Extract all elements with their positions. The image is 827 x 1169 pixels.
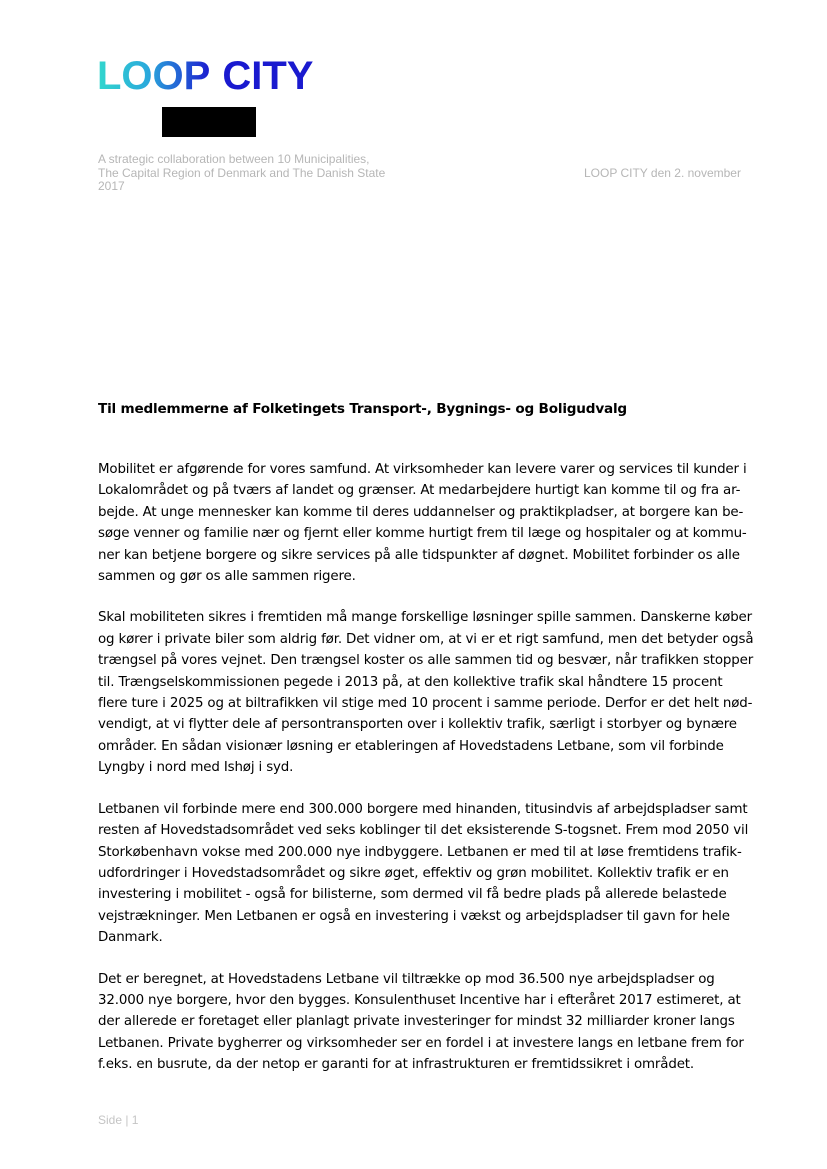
- dateline: LOOP CITY den 2. november: [584, 166, 741, 180]
- text-line: ner kan betjene borgere og sikre services på alle tidspunkter af døgnet. Mobilitet forbinder os alle: [98, 547, 740, 563]
- redaction-block: [162, 107, 256, 137]
- text-line: der allerede er foretaget eller planlagt private investeringer for mindst 32 milliarder kroner langs: [98, 1014, 735, 1030]
- text-line: Det er beregnet, at Hovedstadens Letbane vil tiltrække op mod 36.500 nye arbejdspladser og: [98, 971, 715, 987]
- paragraph: [98, 969, 744, 1076]
- text-line: trængsel på vores vejnet. Den trængsel koster os alle sammen tid og besvær, når trafikken stopper: [98, 653, 754, 669]
- recipient-heading: Til medlemmerne af Folketingets Transport-, Bygnings- og Boligudvalg: [98, 401, 627, 417]
- text-line: til. Trængselskommissionen pegede i 2013 på, at den kollektive trafik skal håndtere 15 procent: [98, 674, 723, 690]
- sender-line: The Capital Region of Denmark and The Danish State: [98, 165, 386, 180]
- loop-city-logo: [97, 56, 313, 96]
- text-line: Mobilitet er afgørende for vores samfund. At virksomheder kan levere varer og services til kunder i: [98, 462, 747, 477]
- sender-line: A strategic collaboration between 10 Municipalities,: [98, 152, 370, 166]
- text-line: flere ture i 2025 og at biltrafikken vil stige med 10 procent i samme periode. Derfor er det helt nød-: [98, 696, 753, 712]
- text-line: resten af Hovedstadsområdet ved seks koblinger til det eksisterende S-togsnet. Frem mod 2050 vil: [98, 823, 749, 839]
- text-line: 32.000 nye borgere, hvor den bygges. Konsulenthuset Incentive har i efteråret 2017 estimeret, at: [98, 992, 741, 1008]
- text-line: vejstrækninger. Men Letbanen er også en investering i vækst og arbejdspladser til gavn for hele: [98, 908, 730, 924]
- sender-info: [98, 153, 428, 194]
- text-line: udfordringer i Hovedstadsområdet og sikre øget, effektiv og grøn mobilitet. Kollektiv trafik er en: [98, 865, 729, 881]
- text-line: områder. En sådan visionær løsning er etableringen af Hovedstadens Letbane, som vil forbinde: [98, 738, 724, 754]
- text-line: søge venner og familie nær og fjernt eller komme hurtigt frem til læge og hospitaler og at kommu-: [98, 526, 747, 542]
- letter-body: [98, 459, 754, 1096]
- text-line: vendigt, at vi flytter dele af persontransporten over i kollektiv trafik, særligt i storbyer og bynære: [98, 717, 737, 733]
- text-line: Danmark.: [98, 930, 163, 946]
- text-line: bejde. At unge mennesker kan komme til deres uddannelser og praktikpladser, at borgere kan be-: [98, 504, 744, 520]
- paragraph: [98, 799, 749, 949]
- text-line: Lyngby i nord med Ishøj i syd.: [98, 760, 294, 776]
- text-line: f.eks. en busrute, da der netop er garanti for at infrastrukturen er fremtidssikret i området.: [98, 1057, 694, 1073]
- page-number-footer: Side | 1: [98, 1113, 139, 1127]
- text-line: Letbanen. Private bygherrer og virksomheder ser en fordel i at investere langs en letbane frem for: [98, 1035, 744, 1051]
- text-line: Letbanen vil forbinde mere end 300.000 borgere med hinanden, titusindvis af arbejdspladser samt: [98, 801, 748, 817]
- paragraph: [98, 459, 747, 587]
- sender-line: 2017: [98, 179, 125, 193]
- logo-city-text: CITY: [222, 54, 314, 98]
- text-line: Storkøbenhavn vokse med 200.000 nye indbyggere. Letbanen er med til at løse fremtidens trafik-: [98, 844, 742, 860]
- logo-loop-text: LOOP: [97, 54, 211, 98]
- text-line: og kører i private biler som aldrig før. Det vidner om, at vi er et rigt samfund, men det betyder også: [98, 631, 754, 647]
- text-line: Skal mobiliteten sikres i fremtiden må mange forskellige løsninger spille sammen. Danskerne køber: [98, 610, 753, 626]
- text-line: investering i mobilitet - også for bilisterne, som dermed vil få bedre plads på allerede belastede: [98, 887, 727, 903]
- paragraph: [98, 607, 754, 778]
- text-line: Lokalområdet og på tværs af landet og grænser. At medarbejdere hurtigt kan komme til og fra ar-: [98, 483, 741, 499]
- text-line: sammen og gør os alle sammen rigere.: [98, 569, 356, 585]
